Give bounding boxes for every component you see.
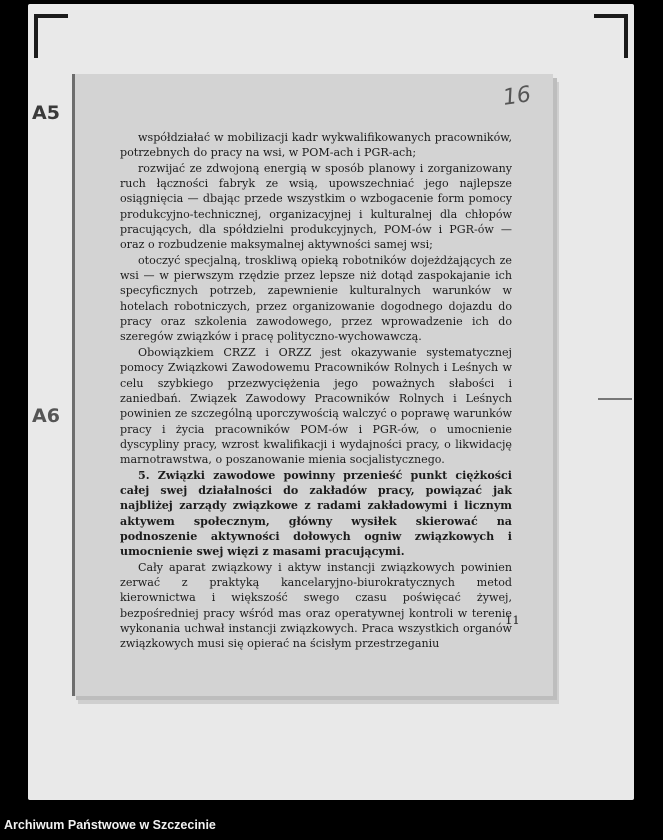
paragraph: rozwijać ze zdwojoną energią w sposób planowy i zorganizowany ruch łączności fabryk ze wsią, upowszechniać jego najlepsze osiągnięcia — dbając przede wszystkim o wzbogacenie form pomocy produkcyjno-technicznej, organizacyjnej i kulturalnej dla chłopów pracujących, dla spółdzielni produkcyjnych, POM-ów i PGR-ów — oraz o rozbudzenie maksymalnej aktywności samej wsi; xyxy=(120,161,512,252)
scan-background xyxy=(28,4,634,800)
margin-tick xyxy=(598,398,632,400)
margin-mark-bottom: A6 xyxy=(32,405,60,427)
crop-mark-top-right xyxy=(594,14,628,58)
paragraph: Cały aparat związkowy i aktyw instancji związkowych powinien zerwać z praktyką kancelaryjno-biurokratycznych metod kierownictwa i większość swego czasu poświęcać żywej, bezpośredniej pracy wśród mas oraz operatywnej kontroli w terenie wykonania uchwał instancji związkowych. Praca wszystkich organów związkowych musi się opierać na ścisłym przestrzeganiu xyxy=(120,560,512,651)
handwritten-page-note: 16 xyxy=(501,82,533,111)
archive-footer: Archiwum Państwowe w Szczecinie xyxy=(4,818,216,832)
paragraph: współdziałać w mobilizacji kadr wykwalifikowanych pracowników, potrzebnych do pracy na wsi, w POM-ach i PGR-ach; xyxy=(120,131,512,160)
paragraph: 5. Związki zawodowe powinny przenieść punkt ciężkości całej swej działalności do zakładów pracy, powiązać jak najbliżej zarządy związkowe z radami zakładowymi i licznym aktywem społecznym, główny wysiłek skierować na podnoszenie aktywności dołowych ogniw związkowych i umocnienie swej więzi z masami pracującymi. xyxy=(120,468,512,559)
paragraph: otoczyć specjalną, troskliwą opieką robotników dojeżdżających ze wsi — w pierwszym rzędzie przez lepsze niż dotąd zaspokajanie ich specyficznych potrzeb, zapewnienie kulturalnych warunków w hotelach robotniczych, przez organizowanie dogodnego dojazdu do pracy oraz szkolenia zawodowego, przez wprowadzenie ich do szeregów związków i pracę polityczno-wychowawczą. xyxy=(120,253,512,344)
paragraph: Obowiązkiem CRZZ i ORZZ jest okazywanie systematycznej pomocy Związkowi Zawodowemu Pracowników Rolnych i Leśnych w celu szybkiego przezwyciężenia jego poważnych słabości i zaniedbań. Związek Zawodowy Pracowników Rolnych i Leśnych powinien ze szczególną uporczywością walczyć o poprawę warunków pracy i życia pracowników POM-ów i PGR-ów, o umocnienie dyscypliny pracy, wzrost kwalifikacji i wydajności pracy, o likwidację marnotrawstwa, o poszanowanie mienia socjalistycznego. xyxy=(120,345,512,467)
document-page xyxy=(72,74,553,696)
crop-mark-top-left xyxy=(34,14,68,58)
document-body xyxy=(120,130,512,652)
margin-mark-top: A5 xyxy=(32,102,60,124)
page-number: 11 xyxy=(505,613,520,627)
